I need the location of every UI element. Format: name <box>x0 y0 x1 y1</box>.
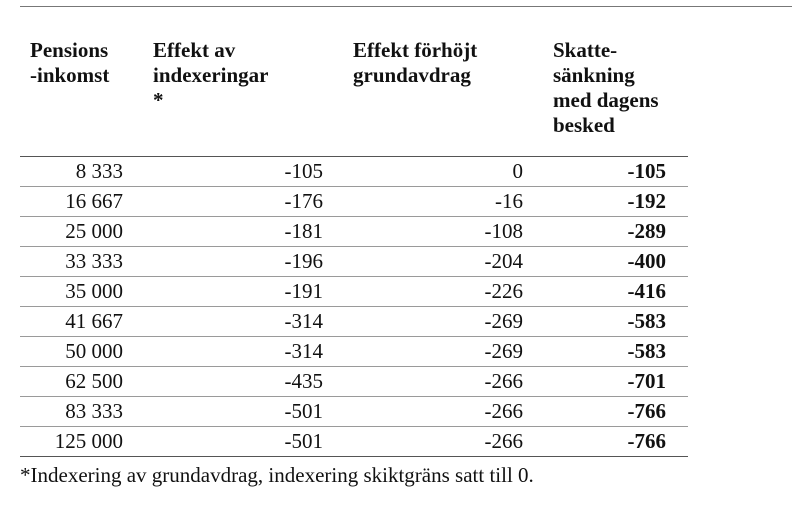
header-raised-deduction-effect <box>343 38 543 156</box>
table-row <box>20 186 688 216</box>
header-line: Skatte- <box>553 38 618 62</box>
header-row <box>20 38 688 156</box>
header-line: sänkning <box>553 63 635 87</box>
cell-indexation-effect: -105 <box>143 156 343 186</box>
table-row <box>20 246 688 276</box>
cell-pension-income: 16 667 <box>20 186 143 216</box>
cell-tax-reduction: -583 <box>543 336 688 366</box>
cell-indexation-effect: -314 <box>143 306 343 336</box>
cell-tax-reduction: -766 <box>543 396 688 426</box>
cell-pension-income: 35 000 <box>20 276 143 306</box>
header-line: Effekt av <box>153 38 236 62</box>
table-footnote: *Indexering av grundavdrag, indexering skiktgräns satt till 0. <box>20 463 534 487</box>
cell-deduction-effect: -204 <box>343 246 543 276</box>
cell-tax-reduction: -583 <box>543 306 688 336</box>
cell-tax-reduction: -105 <box>543 156 688 186</box>
table-row <box>20 216 688 246</box>
header-line: Effekt förhöjt <box>353 38 478 62</box>
cell-tax-reduction: -289 <box>543 216 688 246</box>
cell-pension-income: 33 333 <box>20 246 143 276</box>
cell-pension-income: 8 333 <box>20 156 143 186</box>
cell-deduction-effect: 0 <box>343 156 543 186</box>
cell-pension-income: 41 667 <box>20 306 143 336</box>
cell-deduction-effect: -269 <box>343 336 543 366</box>
cell-indexation-effect: -176 <box>143 186 343 216</box>
cell-deduction-effect: -266 <box>343 396 543 426</box>
cell-indexation-effect: -501 <box>143 396 343 426</box>
cell-indexation-effect: -181 <box>143 216 343 246</box>
header-indexation-effect <box>143 38 343 156</box>
header-line: besked <box>553 113 615 137</box>
cell-pension-income: 125 000 <box>20 426 143 456</box>
header-pension-income <box>20 38 143 156</box>
header-line: -inkomst <box>30 63 110 87</box>
cell-deduction-effect: -108 <box>343 216 543 246</box>
header-line: grundavdrag <box>353 63 471 87</box>
cell-indexation-effect: -191 <box>143 276 343 306</box>
cell-pension-income: 25 000 <box>20 216 143 246</box>
header-tax-reduction <box>543 38 688 156</box>
header-line: Pensions <box>30 38 109 62</box>
header-line: med dagens <box>553 88 659 112</box>
cell-pension-income: 50 000 <box>20 336 143 366</box>
table-row <box>20 396 688 426</box>
table-row <box>20 366 688 396</box>
cell-indexation-effect: -501 <box>143 426 343 456</box>
cell-pension-income: 83 333 <box>20 396 143 426</box>
cell-tax-reduction: -416 <box>543 276 688 306</box>
cell-indexation-effect: -314 <box>143 336 343 366</box>
cell-deduction-effect: -226 <box>343 276 543 306</box>
cell-tax-reduction: -766 <box>543 426 688 456</box>
cell-deduction-effect: -16 <box>343 186 543 216</box>
table-row <box>20 276 688 306</box>
cell-indexation-effect: -196 <box>143 246 343 276</box>
cell-tax-reduction: -701 <box>543 366 688 396</box>
cell-indexation-effect: -435 <box>143 366 343 396</box>
cell-deduction-effect: -266 <box>343 366 543 396</box>
cell-deduction-effect: -269 <box>343 306 543 336</box>
table-row <box>20 426 688 456</box>
cell-deduction-effect: -266 <box>343 426 543 456</box>
table-row <box>20 306 688 336</box>
cell-tax-reduction: -192 <box>543 186 688 216</box>
top-rule <box>20 6 792 7</box>
cell-pension-income: 62 500 <box>20 366 143 396</box>
table-row <box>20 156 688 186</box>
header-line: * <box>153 88 164 112</box>
cell-tax-reduction: -400 <box>543 246 688 276</box>
table-row <box>20 336 688 366</box>
header-line: indexeringar <box>153 63 269 87</box>
pension-tax-table <box>20 38 688 457</box>
